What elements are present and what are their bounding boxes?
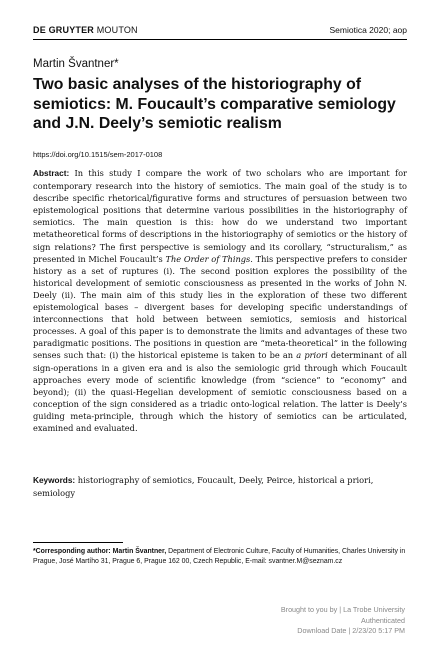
- abstract-text-2: . This perspective prefers to consider history as a set of ruptures (i). The second position explores the possibility of the historical development of semiotic consciousness as presented in the works of John N. Deely (ii). The main aim of this study lies in the exploration of these two different epistemological bases – divergent bases for developing specific understandings of interconnections that hold between between semiotics, semiosis and historical processes. A goal of this paper is to demonstrate the limits and advantages of these two paradigmatic positions. The positions in question are “meta-theoretical” in the following senses such that: (i) the historical episteme is taken to be an: [33, 253, 407, 361]
- abstract-label: Abstract:: [33, 169, 70, 178]
- footnote-text: Department of Electronic Culture, Faculty of Humanities, Charles University in Prague, José Martího 31, Prague 6, Prague 162 00, Czech Republic, E-mail: svantner.M@seznam.cz: [33, 548, 406, 566]
- download-stamp: [281, 605, 405, 637]
- journal-info: Semiotica 2020; aop: [329, 25, 407, 35]
- publisher-bold: DE GRUYTER: [33, 25, 95, 35]
- abstract-italic-2: a priori: [296, 350, 328, 361]
- abstract-paragraph: [33, 167, 407, 434]
- footnote-rule: [33, 542, 123, 543]
- keywords-text: historiography of semiotics, Foucault, Deely, Peirce, historical a priori, semiology: [33, 475, 374, 499]
- page-header: [33, 25, 407, 40]
- keywords-paragraph: [33, 474, 407, 499]
- abstract-text-3: determinant of all sign-operations in a given era and is also the semiologic grid through which Foucault approaches every mode of scientific knowledge (from “science” to “economy” and beyond); (ii) the quasi-Hegelian development of semiotic consciousness based on a conception of the sign considered as a triadic onto-logical relation. The latter is Deely’s guiding meta-principle, through which the history of semiotics can be articulated, examined and evaluated.: [33, 350, 407, 433]
- download-line-3: Download Date | 2/23/20 5:17 PM: [297, 626, 405, 636]
- keywords-label: Keywords:: [33, 476, 76, 485]
- publisher-name: [33, 25, 138, 35]
- download-line-2: Authenticated: [361, 615, 405, 625]
- article-title: Two basic analyses of the historiography of semiotics: M. Foucault’s comparative semiology and J.N. Deely’s semiotic realism: [33, 76, 396, 132]
- doi-link[interactable]: https://doi.org/10.1515/sem-2017-0108: [33, 150, 163, 159]
- publisher-rest: MOUTON: [96, 25, 138, 35]
- author-name: Martin Švantner*: [33, 58, 119, 70]
- download-line-1: Brought to you by | La Trobe University: [280, 605, 405, 614]
- abstract-italic-1: The Order of Things: [165, 253, 251, 264]
- footnote: [33, 547, 407, 568]
- abstract-text-1: In this study I compare the work of two scholars who are important for contemporary research into the history of semiotics. The main goal of the study is to describe specific rhetorical/figurative forms and structures of persuasion between two epistemological positions that determine various possibilities in the historiography of semiotics. The main question is this: how do we understand two important metatheoretical forms of descriptions in the historiography of semiotics or the history of sign relations? The first perspective is semiology and its corollary, “structuralism,” as presented in Michel Foucault’s: [33, 168, 407, 264]
- footnote-label: *Corresponding author: Martin Švantner,: [33, 548, 167, 555]
